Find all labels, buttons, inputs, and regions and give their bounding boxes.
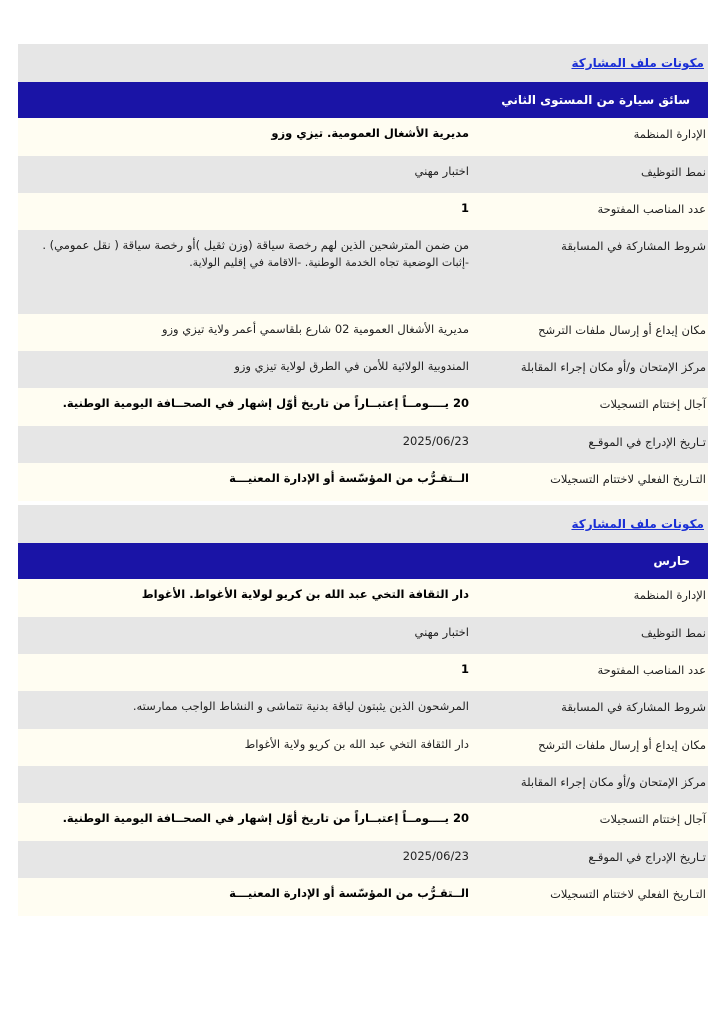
conditions-text: من ضمن المترشحين الذين لهم رخصة سياقة (وزن ثقيل )أو رخصة سياقة ( نقل عمومي) .	[42, 238, 469, 252]
row-label: مكان إيداع أو إرسال ملفات الترشح	[538, 738, 706, 752]
row-label: مكان إيداع أو إرسال ملفات الترشح	[538, 323, 706, 337]
row-label: نمط التوظيف	[640, 626, 706, 640]
row-value: المرشحون الذين يثبتون لياقة بدنية تتماشى و النشاط الواجب ممارسته.	[132, 699, 469, 713]
row-label: آجال إختتام التسجيلات	[599, 812, 706, 826]
table-row	[18, 729, 708, 766]
row-value: الــتقـرُّب من المؤسّسة أو الإدارة المعنيـــة	[229, 886, 469, 900]
row-label: الإدارة المنظمة	[633, 127, 706, 141]
row-label: الإدارة المنظمة	[633, 588, 706, 602]
row-value: 1	[460, 662, 469, 676]
table-row	[18, 841, 708, 878]
table-row	[18, 878, 708, 916]
row-label: تـاريخ الإدراج في الموقـع	[588, 850, 706, 864]
table-row	[18, 617, 708, 654]
row-value: اختبار مهني	[414, 164, 469, 178]
row-value	[18, 763, 473, 772]
row-value: مديرية الأشغال العمومية 02 شارع بلقاسمي أعمر ولاية تيزي وزو	[161, 322, 469, 336]
row-value: 20 يــــومــاً إعتبــاراً من تاريخ أوّل إشهار في الصحــافة اليومية الوطنية.	[62, 396, 469, 410]
row-value: 20 يــــومــاً إعتبــاراً من تاريخ أوّل إشهار في الصحــافة اليومية الوطنية.	[62, 811, 469, 825]
row-value: الــتقـرُّب من المؤسّسة أو الإدارة المعنيـــة	[229, 471, 469, 485]
row-label: شروط المشاركة في المسابقة	[561, 239, 706, 253]
section-2	[18, 505, 708, 916]
row-value: 2025/06/23	[402, 434, 469, 448]
row-label: عدد المناصب المفتوحة	[597, 663, 706, 677]
job-title: حارس	[18, 543, 708, 579]
table-row	[18, 193, 708, 230]
row-value: دار الثقافة التخي عبد الله بن كريو لولاية الأغواط. الأغواط	[141, 587, 469, 601]
row-value: مديرية الأشغال العمومية. تيزي وزو	[271, 126, 469, 140]
row-label: مركز الإمتحان و/أو مكان إجراء المقابلة	[520, 360, 706, 374]
table-row	[18, 579, 708, 617]
participation-file-link[interactable]: مكونات ملف المشاركة	[571, 517, 704, 531]
table-row	[18, 463, 708, 501]
row-label: التـاريخ الفعلي لاختتام التسجيلات	[550, 472, 706, 486]
table-row	[18, 691, 708, 729]
table-row	[18, 388, 708, 426]
row-label: عدد المناصب المفتوحة	[597, 202, 706, 216]
row-label: تـاريخ الإدراج في الموقـع	[588, 435, 706, 449]
table-row	[18, 156, 708, 193]
job-title: سائق سيارة من المستوى الثاني	[18, 82, 708, 118]
row-value	[18, 227, 473, 272]
participation-file-link[interactable]: مكونات ملف المشاركة	[571, 56, 704, 70]
row-label: مركز الإمتحان و/أو مكان إجراء المقابلة	[520, 775, 706, 789]
row-label: التـاريخ الفعلي لاختتام التسجيلات	[550, 887, 706, 901]
section-header	[18, 505, 708, 543]
table-row	[18, 803, 708, 841]
row-value: دار الثقافة التخي عبد الله بن كريو ولاية الأغواط	[244, 737, 469, 751]
table-row	[18, 654, 708, 691]
table-row	[18, 314, 708, 351]
table-row	[18, 351, 708, 388]
section-header	[18, 44, 708, 82]
row-value: المندوبية الولائية للأمن في الطرق لولاية تيزي وزو	[234, 359, 469, 373]
row-label: شروط المشاركة في المسابقة	[561, 700, 706, 714]
conditions-text-extra: -إثبات الوضعية تجاه الخدمة الوطنية. -الاقامة في إقليم الولاية.	[189, 256, 469, 269]
row-value: 2025/06/23	[402, 849, 469, 863]
table-row	[18, 230, 708, 314]
row-value: اختبار مهني	[414, 625, 469, 639]
row-label: آجال إختتام التسجيلات	[599, 397, 706, 411]
table-row	[18, 766, 708, 803]
row-value: 1	[460, 201, 469, 215]
row-label: نمط التوظيف	[640, 165, 706, 179]
table-row	[18, 118, 708, 156]
table-row	[18, 426, 708, 463]
section-1	[18, 44, 708, 501]
